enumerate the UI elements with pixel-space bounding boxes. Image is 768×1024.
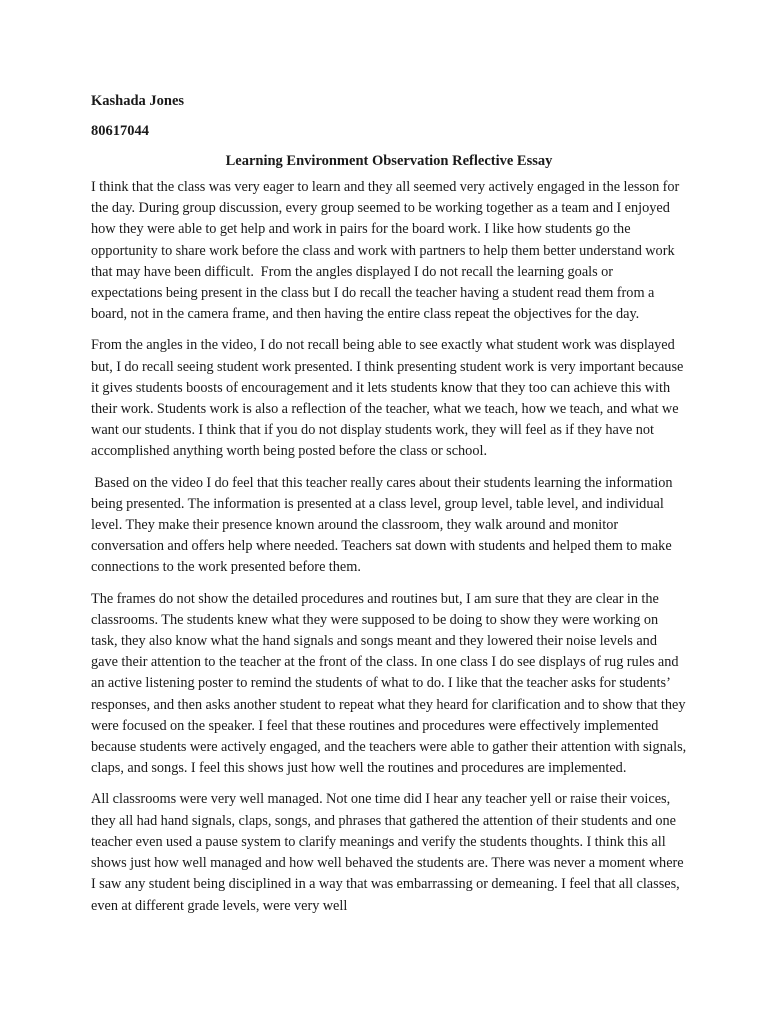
essay-title: Learning Environment Observation Reflective Essay [225,153,553,169]
author-name: Kashada Jones [91,93,185,109]
paragraph-5: All classrooms were very well managed. Not one time did I hear any teacher yell or raise their voices, they all had hand signals, claps, songs, and phrases that gathered the attention of their students and one teacher even used a pause system to clarify meanings and verify the students thoughts. I think this all shows just how well managed and how well behaved the students are. There was never a moment where I saw any student being disciplined in a way that was embarrassing or demeaning. I feel that all classes, even at different grade levels, were very well [91,791,688,914]
document-body [91,91,690,927]
student-id: 80617044 [91,123,149,139]
paragraph-2: From the angles in the video, I do not recall being able to see exactly what student work was displayed but, I do recall seeing student work presented. I think presenting student work is very important because it gives students boosts of encouragement and it lets students know that they too can achieve this with their work. Students work is also a reflection of the teacher, what we teach, how we teach, and what we want our students. I think that if you do not display students work, they will feel as if they have not accomplished anything worth being posted before the class or school. [91,337,687,460]
paragraph-3: Based on the video I do feel that this teacher really cares about their students learning the information being presented. The information is presented at a class level, group level, table level, and individual level. They make their presence known around the classroom, they walk around and monitor conversation and offers help where needed. Teachers sat down with students and helped them to make connections to the work presented before them. [91,474,676,576]
paragraph-1: I think that the class was very eager to learn and they all seemed very actively engaged in the lesson for the day. During group discussion, every group seemed to be working together as a team and I enjoyed how they were able to get help and work in pairs for the board work. I like how students go the opportunity to share work before the class and work with partners to help them better understand work that may have been difficult. From the angles displayed I do not recall the learning goals or expectations being present in the class but I do recall the teacher having a student read them from a board, not in the camera frame, and then having the entire class repeat the objectives for the day. [91,179,683,323]
paragraph-4: The frames do not show the detailed procedures and routines but, I am sure that they are clear in the classrooms. The students knew what they were supposed to be doing to show they were working on task, they also know what the hand signals and songs meant and they lowered their noise levels and gave their attention to the teacher at the front of the class. In one class I do see displays of rug rules and an active listening poster to remind the students of what to do. I like that the teacher asks for students’ responses, and then asks another student to repeat what they heard for clarification and to show that they were focused on the speaker. I feel that these routines and procedures were effectively implemented because students were actively engaged, and the teachers were able to gather their attention with signals, claps, and songs. I feel this shows just how well the routines and procedures are implemented. [91,590,690,777]
